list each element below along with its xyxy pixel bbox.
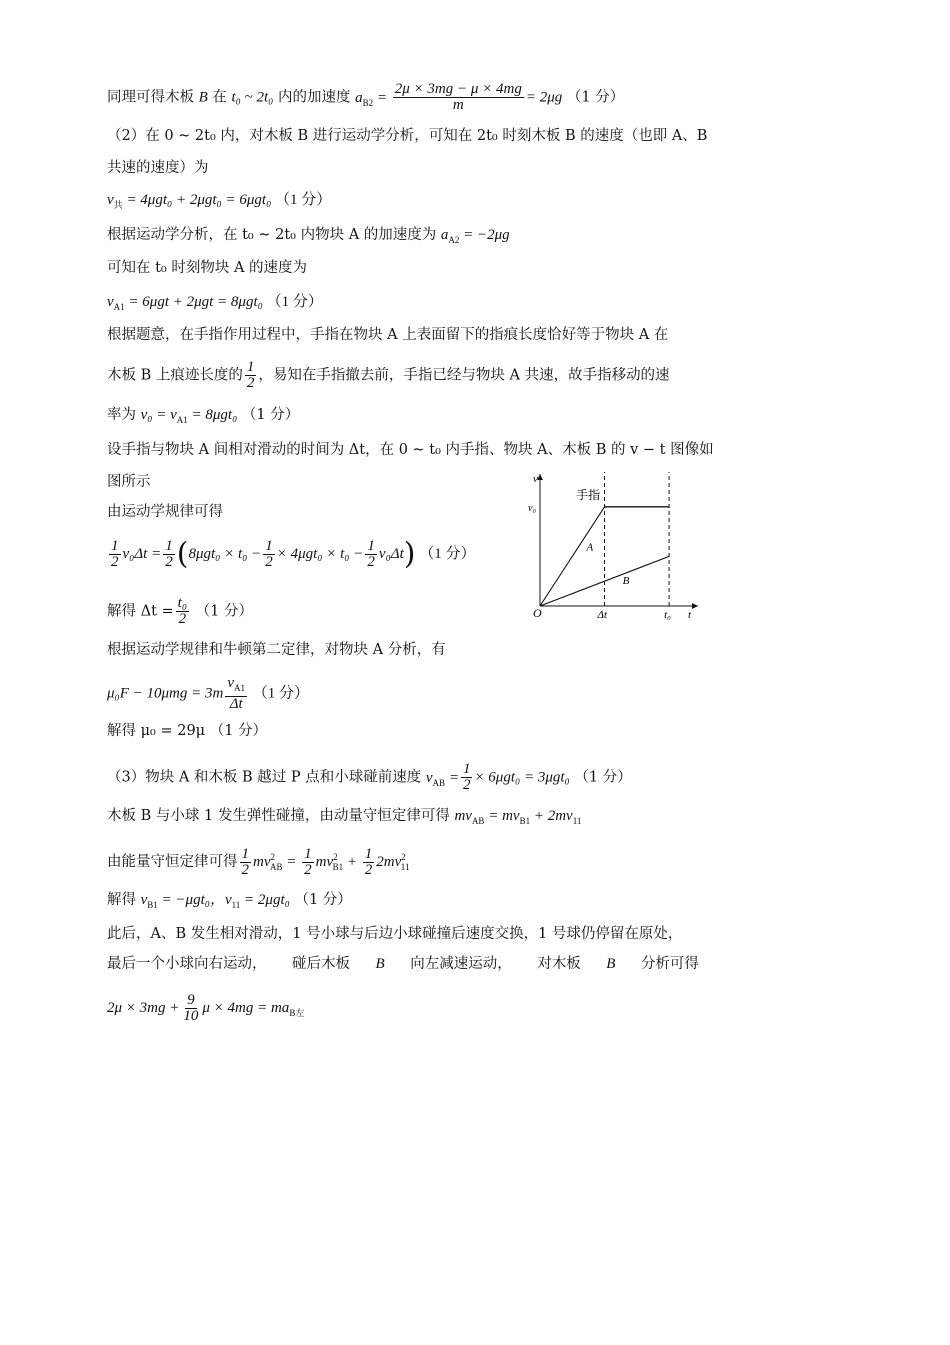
- line-8: 木板 B 上痕迹长度的 $\frac{1}{2}$ ，易知在手指撤去前，手指已经与物块 A 共速，故手指移动的速: [107, 359, 670, 391]
- line-4: 根据运动学分析，在 t₀ ~ 2t₀ 内物块 A 的加速度为 $a_{A2} = -2\mu g$: [107, 227, 510, 245]
- line-10: 设手指与物块 A 间相对滑动的时间为 Δt，在 0 ~ t₀ 内手指、物块 A、木板 B 的 v − t 图像如: [107, 442, 714, 458]
- line-16: μ₀F − 10μmg = 3m $\frac{v_{A1}}{\Delta t}$ （1 分）: [107, 675, 310, 712]
- line-15: 根据运动学规律和牛顿第二定律，对物块 A 分析，有: [107, 642, 446, 658]
- line-11: 图所示: [107, 474, 151, 490]
- line-13: $\frac{1}{2}$ v₀Δt = $\frac{1}{2}$ (8μgt₀ × t₀ − $\frac{1}{2}$ × 4μgt₀ × t₀ − $\frac{1}{2}$ v₀Δt) （1 分）: [111, 536, 476, 572]
- line-20: 由能量守恒定律可得 $\frac{1}{2}$ $mv^2_{AB}$ = $\frac{1}{2}$ $mv^2_{B1}$ + $\frac{1}{2}$ $2mv^2_{11}$: [107, 846, 410, 878]
- series-label-0: 手指: [576, 487, 601, 502]
- series-label-2: B: [622, 575, 630, 588]
- line-12: 由运动学规律可得: [107, 504, 223, 520]
- line-24: 2μ × 3mg + $\frac{9}{10}$ $\mu \times 4mg = ma_{B左}$: [107, 992, 305, 1024]
- line-6: $v_{A1} = 6\mu gt + 2\mu gt = 8\mu gt_0$ （1 分）: [107, 294, 323, 312]
- line-21: 解得 $v_{B1} = -\mu gt_0$，$v_{11} = 2\mu gt_0$ （1 分）: [107, 892, 352, 910]
- line-23: 最后一个小球向右运动， 碰后木板 B 向左减速运动， 对木板 B 分析可得: [107, 956, 699, 972]
- x-axis-label: t: [688, 609, 692, 621]
- vt-chart: [520, 466, 705, 621]
- line-9: 率为 $v_0 = v_{A1} = 8\mu gt_0$ （1 分）: [107, 407, 300, 425]
- line-19: 木板 B 与小球 1 发生弹性碰撞，由动量守恒定律可得 $mv_{AB} = mv_{B1} + 2mv_{11}$: [107, 808, 582, 826]
- line-2b: 共速的速度）为: [107, 160, 209, 176]
- line-14: 解得 Δt = $\frac{\text{t₀}}{2}$ （1 分）: [107, 595, 254, 627]
- line-1: 同理可得木板 B 在 t₀ ~ 2t₀ 内的加速度 $a_{B2}$ = $\frac{2\mu \times 3mg - \mu \times 4mg}{m}$ = 2μg （1 分）: [107, 81, 625, 113]
- acc-fraction: $\frac{2\mu \times 3mg - \mu \times 4mg}{m}$: [394, 81, 522, 113]
- x-tick-label-0: Δt: [597, 609, 608, 621]
- series-label-1: A: [586, 541, 594, 554]
- y-tick-label-0: v₀: [528, 502, 536, 514]
- line-2a: （2）在 0 ~ 2t₀ 内，对木板 B 进行运动学分析，可知在 2t₀ 时刻木板 B 的速度（也即 A、B: [107, 128, 708, 144]
- line-17: 解得 μ₀ = 29μ （1 分）: [107, 723, 268, 739]
- line-18: （3）物块 A 和木板 B 越过 P 点和小球碰前速度 $v_{AB}$ = $\frac{1}{2}$ × 6μgt₀ = 3μgt₀ （1 分）: [107, 761, 632, 793]
- line-7: 根据题意，在手指作用过程中，手指在物块 A 上表面留下的指痕长度恰好等于物块 A 在: [107, 327, 669, 343]
- origin-label: O: [533, 606, 542, 620]
- x-tick-label-1: t₀: [664, 609, 671, 621]
- line-3: $v_共 = 4\mu gt_0 + 2\mu gt_0 = 6\mu gt_0$ （1 分）: [107, 192, 332, 210]
- y-axis-label: v: [533, 473, 538, 485]
- line-5: 可知在 t₀ 时刻物块 A 的速度为: [107, 260, 308, 276]
- line-22: 此后，A、B 发生相对滑动，1 号小球与后边小球碰撞后速度交换，1 号球仍停留在原处，: [107, 926, 683, 942]
